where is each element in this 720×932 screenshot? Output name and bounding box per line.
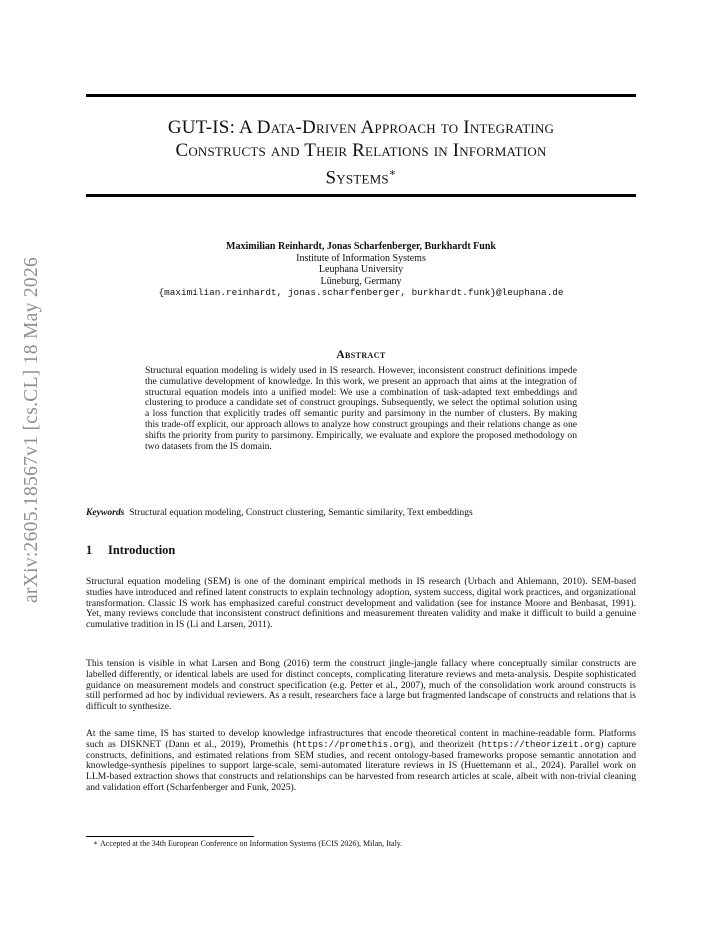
intro-paragraph-3: At the same time, IS has started to develop knowledge infrastructures that encode theoretical content in machine-readable form. Platforms such as DISKNET (Dann et al., 2019), Promethis (https://promethis.org), and theorizeit (https://theorizeit.org) capture constructs, definitions, and estimated relations from SEM studies, and recent ontology-based frameworks propose semantic annotation and knowledge-synthesis pipelines to support large-scale, semi-automated literature reviews in IS (Huettemann et al., 2024). Parallel work on LLM-based extraction shows that constructs and relationships can be harvested from research articles at scale, albeit with non-trivial cleaning and validation effort (Scharfenberger and Funk, 2025). xyxy=(86,728,636,793)
section-title: Introduction xyxy=(108,543,176,557)
author-names: Maximilian Reinhardt, Jonas Scharfenberger, Burkhardt Funk xyxy=(226,241,496,252)
title-footnote-mark[interactable]: ∗ xyxy=(388,167,397,179)
intro-paragraph-1: Structural equation modeling (SEM) is one of the dominant empirical methods in IS research (Urbach and Ahlemann, 2010). SEM-based studies have introduced and refined latent constructs to explain technology adoption, system success, digital work practices, and organizational transformation. Classic IS work has emphasized careful construct development and validation (see for instance Moore and Benbasat, 1991). Yet, many reviews conclude that inconsistent construct definitions and measurement threaten validity and make it difficult to build a genuine cumulative tradition in IS (Li and Larsen, 2011). xyxy=(86,576,636,631)
keywords-text: Structural equation modeling, Construct clustering, Semantic similarity, Text embeddings xyxy=(129,507,473,518)
affiliation-institute: Institute of Information Systems xyxy=(296,252,426,264)
affiliation-university: Leuphana University xyxy=(318,264,404,275)
paper-title xyxy=(86,116,636,189)
title-line-3: Systems∗ xyxy=(325,167,397,189)
footnote xyxy=(86,838,636,849)
promethis-link[interactable]: https://promethis.org xyxy=(296,739,410,750)
title-line-2: Constructs and Their Relations in Information xyxy=(175,140,547,161)
theorizeit-link[interactable]: https://theorizeit.org xyxy=(481,739,601,750)
footnote-mark: ∗ xyxy=(93,839,98,847)
keywords xyxy=(86,507,636,518)
footnote-text: Accepted at the 34th European Conference on Information Systems (ECIS 2026), Milan, Italy. xyxy=(100,839,403,848)
affiliation-location: Lüneburg, Germany xyxy=(320,275,402,287)
author-block xyxy=(86,241,636,299)
abstract-text: Structural equation modeling is widely used in IS research. However, inconsistent construct definitions impede the cumulative development of knowledge. In this work, we present an approach that aims at the integration of structural equation models into a unified model: We use a combination of task-adapted text embeddings and clustering to produce a candidate set of construct groupings. Subsequently, we select the optimal solution using a loss function that explicitly trades off semantic purity and parsimony in the number of clusters. By making this trade-off explicit, our approach allows to analyze how construct groupings and their relations change as one shifts the priority from purity to parsimony. Empirically, we evaluate and explore the proposed methodology on two datasets from the IS domain. xyxy=(145,365,577,452)
intro-paragraph-2: This tension is visible in what Larsen and Bong (2016) term the construct jingle-jangle fallacy where conceptually similar constructs are labelled differently, or identical labels are used for distinct concepts, complicating literature reviews and meta-analysis. Despite sophisticated guidance on measurement models and construct specification (e.g. Petter et al., 2007), much of the consolidation work around constructs is still performed ad hoc by individual reviewers. As a result, researchers face a large but fragmented landscape of constructs and relations that is difficult to synthesize. xyxy=(86,658,636,713)
keywords-label: Keywords xyxy=(86,507,125,518)
title-top-rule xyxy=(86,94,636,97)
section-number: 1 xyxy=(86,543,93,557)
arxiv-stamp xyxy=(2,256,62,604)
section-heading xyxy=(86,543,175,558)
title-line-1: GUT-IS: A Data-Driven Approach to Integrating xyxy=(167,117,555,138)
arxiv-identifier[interactable]: arXiv:2605.18567v1 [cs.CL] 18 May 2026 xyxy=(21,256,42,604)
author-emails[interactable]: {maximilian.reinhardt, jonas.scharfenberger, burkhardt.funk}@leuphana.de xyxy=(158,287,564,298)
footnote-rule xyxy=(86,836,254,837)
abstract-heading: Abstract xyxy=(336,349,386,361)
title-bottom-rule xyxy=(86,194,636,197)
